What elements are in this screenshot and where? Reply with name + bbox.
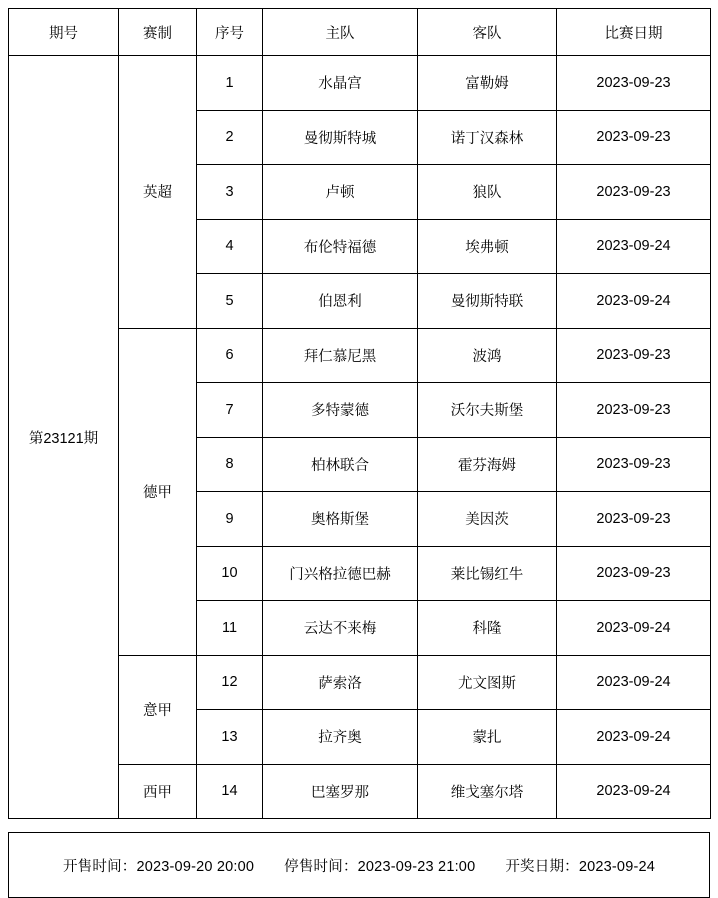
match-schedule-table — [8, 8, 711, 819]
match-index: 5 — [197, 274, 263, 329]
home-team: 巴塞罗那 — [263, 764, 418, 819]
match-date: 2023-09-24 — [557, 764, 711, 819]
match-date: 2023-09-23 — [557, 383, 711, 438]
away-team: 富勒姆 — [418, 56, 557, 111]
league-cell-serie-a: 意甲 — [119, 655, 197, 764]
away-team: 维戈塞尔塔 — [418, 764, 557, 819]
league-cell-bundesliga: 德甲 — [119, 328, 197, 655]
match-date: 2023-09-23 — [557, 546, 711, 601]
home-team: 水晶宫 — [263, 56, 418, 111]
match-date: 2023-09-23 — [557, 56, 711, 111]
home-team: 拉齐奥 — [263, 710, 418, 765]
match-date: 2023-09-23 — [557, 492, 711, 547]
league-cell-premier-league: 英超 — [119, 56, 197, 329]
header-row — [9, 9, 711, 56]
home-team: 卢顿 — [263, 165, 418, 220]
table-body — [9, 56, 711, 819]
match-date: 2023-09-24 — [557, 655, 711, 710]
match-date: 2023-09-24 — [557, 274, 711, 329]
away-team: 埃弗顿 — [418, 219, 557, 274]
match-index: 4 — [197, 219, 263, 274]
column-header-match-date: 比赛日期 — [557, 9, 711, 56]
match-date: 2023-09-23 — [557, 165, 711, 220]
match-index: 7 — [197, 383, 263, 438]
schedule-footer — [8, 832, 710, 898]
home-team: 门兴格拉德巴赫 — [263, 546, 418, 601]
match-index: 13 — [197, 710, 263, 765]
match-index: 10 — [197, 546, 263, 601]
column-header-period: 期号 — [9, 9, 119, 56]
home-team: 拜仁慕尼黑 — [263, 328, 418, 383]
column-header-league: 赛制 — [119, 9, 197, 56]
away-team: 诺丁汉森林 — [418, 110, 557, 165]
table-row — [9, 56, 711, 111]
home-team: 布伦特福德 — [263, 219, 418, 274]
away-team: 沃尔夫斯堡 — [418, 383, 557, 438]
column-header-home-team: 主队 — [263, 9, 418, 56]
away-team: 狼队 — [418, 165, 557, 220]
away-team: 蒙扎 — [418, 710, 557, 765]
away-team: 霍芬海姆 — [418, 437, 557, 492]
match-index: 12 — [197, 655, 263, 710]
home-team: 多特蒙德 — [263, 383, 418, 438]
match-index: 9 — [197, 492, 263, 547]
match-index: 6 — [197, 328, 263, 383]
match-index: 3 — [197, 165, 263, 220]
sale-end-time: 停售时间：2023-09-23 21:00 — [284, 858, 476, 875]
home-team: 奥格斯堡 — [263, 492, 418, 547]
period-cell: 第23121期 — [9, 56, 119, 819]
match-date: 2023-09-24 — [557, 219, 711, 274]
away-team: 曼彻斯特联 — [418, 274, 557, 329]
home-team: 曼彻斯特城 — [263, 110, 418, 165]
match-date: 2023-09-23 — [557, 110, 711, 165]
league-cell-la-liga: 西甲 — [119, 764, 197, 819]
match-date: 2023-09-24 — [557, 710, 711, 765]
draw-date: 开奖日期：2023-09-24 — [505, 858, 656, 875]
home-team: 萨索洛 — [263, 655, 418, 710]
home-team: 云达不来梅 — [263, 601, 418, 656]
column-header-away-team: 客队 — [418, 9, 557, 56]
away-team: 波鸿 — [418, 328, 557, 383]
match-index: 8 — [197, 437, 263, 492]
column-header-index: 序号 — [197, 9, 263, 56]
match-date: 2023-09-23 — [557, 437, 711, 492]
match-index: 2 — [197, 110, 263, 165]
home-team: 伯恩利 — [263, 274, 418, 329]
match-index: 14 — [197, 764, 263, 819]
match-index: 11 — [197, 601, 263, 656]
match-date: 2023-09-24 — [557, 601, 711, 656]
away-team: 莱比锡红牛 — [418, 546, 557, 601]
footer-info-group — [63, 855, 655, 876]
match-index: 1 — [197, 56, 263, 111]
away-team: 科隆 — [418, 601, 557, 656]
match-date: 2023-09-23 — [557, 328, 711, 383]
home-team: 柏林联合 — [263, 437, 418, 492]
sale-start-time: 开售时间：2023-09-20 20:00 — [62, 858, 255, 875]
table-header — [9, 9, 711, 56]
away-team: 尤文图斯 — [418, 655, 557, 710]
away-team: 美因茨 — [418, 492, 557, 547]
